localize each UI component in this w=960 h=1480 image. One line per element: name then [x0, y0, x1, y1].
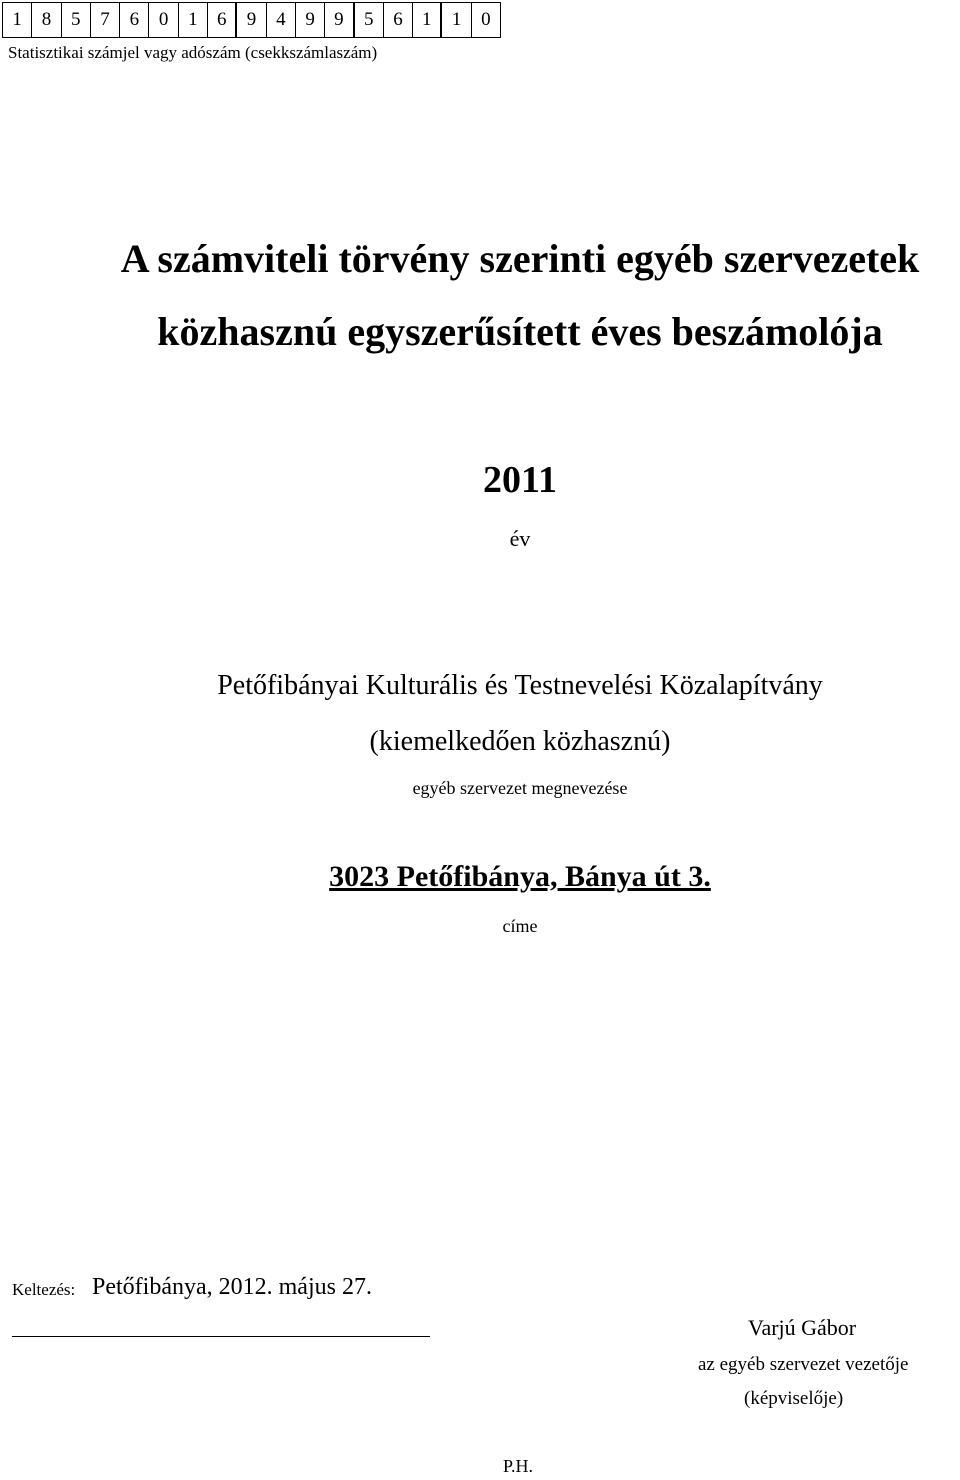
tax-digit: 8 — [32, 3, 61, 37]
report-title-line-1: A számviteli törvény szerinti egyéb szervezetek — [120, 236, 920, 281]
tax-digit: 9 — [237, 3, 266, 37]
address-label: címe — [502, 916, 538, 936]
organization-status: (kiemelkedően közhasznú) — [369, 726, 671, 757]
organization-name: Petőfibányai Kulturális és Testnevelési Közalapítvány — [217, 670, 823, 701]
stamp-placeholder: P.H. — [503, 1456, 534, 1476]
tax-digit: 1 — [3, 3, 32, 37]
tax-digit: 9 — [296, 3, 325, 37]
tax-digit: 5 — [62, 3, 91, 37]
report-year: 2011 — [483, 459, 557, 501]
address-text: 3023 Petőfibánya, Bánya út 3. — [329, 860, 711, 893]
tax-digit: 5 — [355, 3, 384, 37]
year-label: év — [509, 526, 531, 551]
tax-number-label: Statisztikai számjel vagy adószám (csekkszámlaszám) — [8, 43, 378, 62]
signatory-name: Varjú Gábor — [748, 1315, 857, 1340]
date-value: Petőfibánya, 2012. május 27. — [92, 1274, 372, 1300]
tax-digit: 6 — [384, 3, 413, 37]
tax-digit: 0 — [472, 3, 501, 37]
tax-digit: 4 — [267, 3, 296, 37]
signatory-role-note: (képviselője) — [744, 1388, 844, 1409]
tax-digit: 6 — [208, 3, 237, 37]
tax-digit: 6 — [120, 3, 149, 37]
tax-digit: 7 — [91, 3, 120, 37]
tax-digit: 1 — [179, 3, 208, 37]
organization-name-label: egyéb szervezet megnevezése — [412, 778, 628, 798]
organization-address — [0, 860, 960, 894]
tax-number-boxes — [2, 2, 501, 38]
report-title-line-2: közhasznú egyszerűsített éves beszámolója — [157, 309, 883, 354]
tax-digit: 0 — [149, 3, 178, 37]
signature-line — [12, 1336, 430, 1337]
tax-digit: 1 — [413, 3, 442, 37]
signatory-role: az egyéb szervezet vezetője — [698, 1354, 909, 1375]
tax-digit: 9 — [325, 3, 354, 37]
date-label: Keltezés: — [12, 1280, 76, 1299]
tax-digit: 1 — [442, 3, 471, 37]
